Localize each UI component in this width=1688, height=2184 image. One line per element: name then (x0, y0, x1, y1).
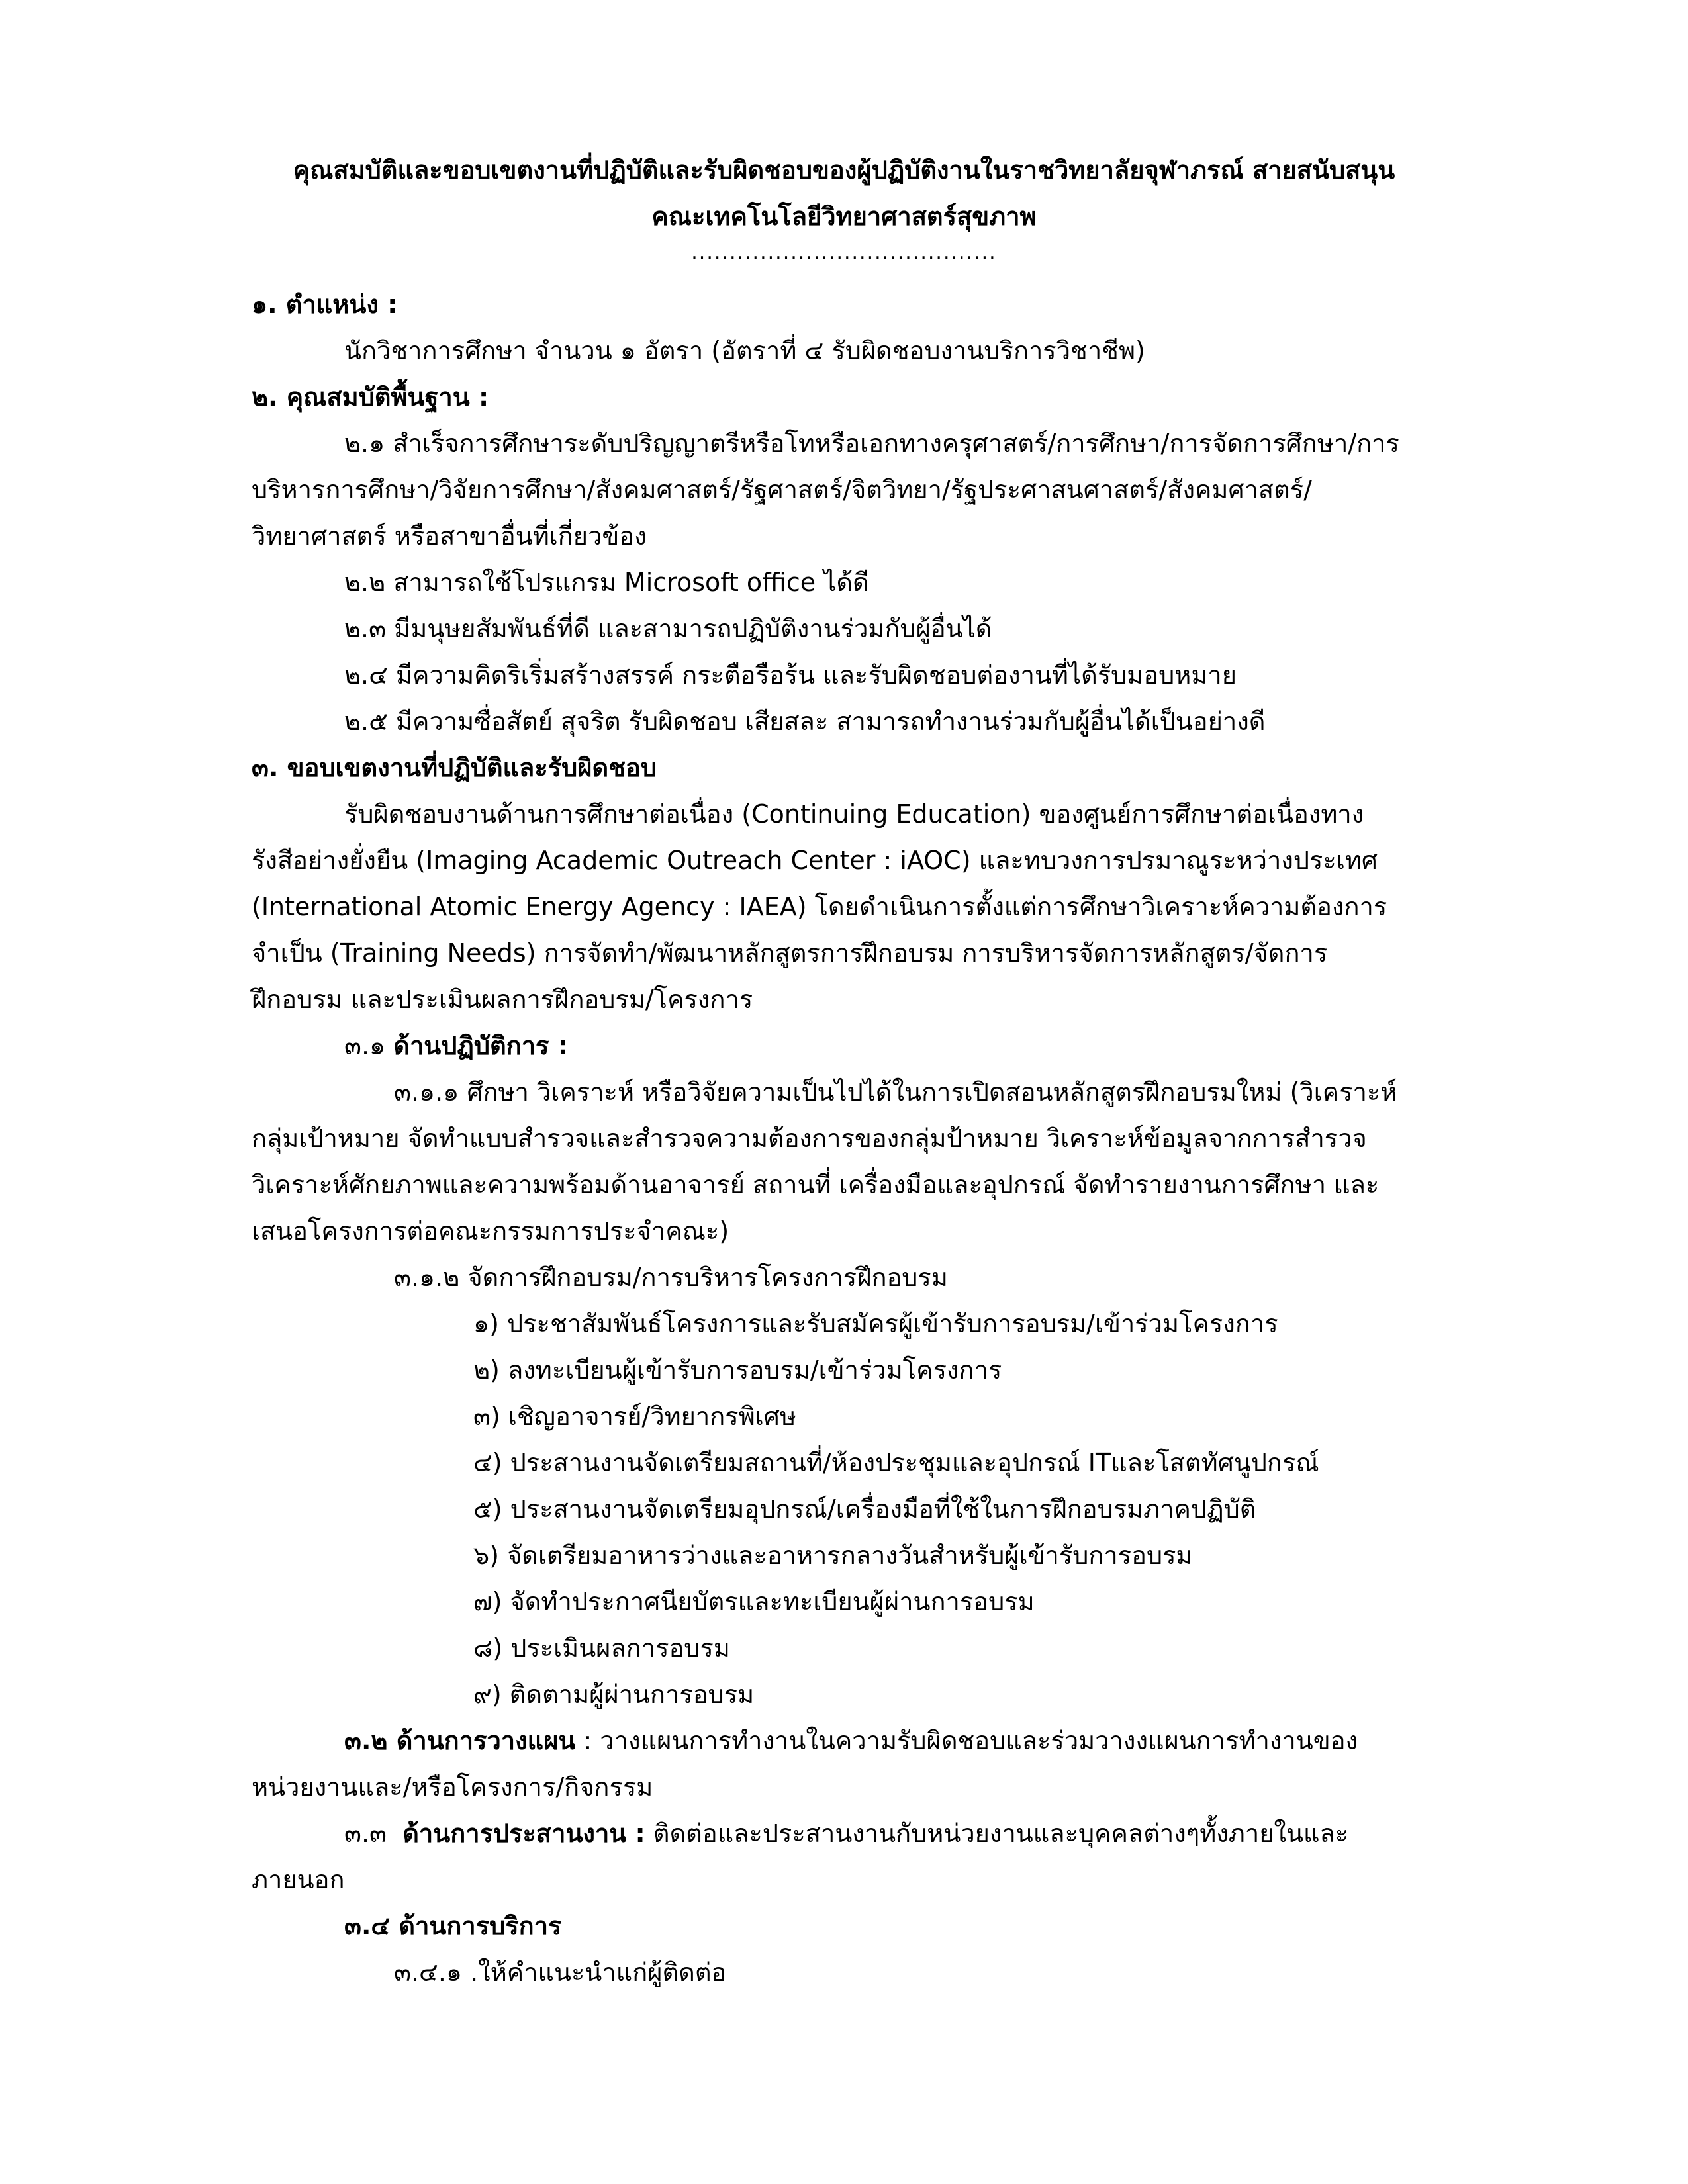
qualification-2-3: ๒.๓ มีมนุษยสัมพันธ์ที่ดี และสามารถปฏิบัติงานร่วมกับผู้อื่นได้ (344, 614, 992, 643)
list-item: ๗) จัดทำประกาศนียบัตรและทะเบียนผู้ผ่านการอบรม (473, 1587, 1035, 1616)
qualification-2-5: ๒.๕ มีความซื่อสัตย์ สุจริต รับผิดชอบ เสียสละ สามารถทำงานร่วมกับผู้อื่นได้เป็นอย่างดี (344, 707, 1266, 736)
qualification-2-1-line-3: วิทยาศาสตร์ หรือสาขาอื่นที่เกี่ยวข้อง (252, 522, 647, 551)
scope-intro-line-1: รับผิดชอบงานด้านการศึกษาต่อเนื่อง (Continuing Education) ของศูนย์การศึกษาต่อเนื่องทาง (344, 799, 1364, 829)
subsection-3-3-line-2: ภายนอก (252, 1865, 345, 1894)
subsection-3-4-heading: ๓.๔ ด้านการบริการ (344, 1911, 562, 1940)
subsection-3-3-number: ๓.๓ (344, 1819, 387, 1848)
subsection-3-3-text: ติดต่อและประสานงานกับหน่วยงานและบุคคลต่างๆทั้งภายในและ (645, 1819, 1349, 1848)
list-item: ๔) ประสานงานจัดเตรียมสถานที่/ห้องประชุมและอุปกรณ์ ITและโสตทัศนูปกรณ์ (473, 1448, 1319, 1477)
qualification-2-1-line-1: ๒.๑ สำเร็จการศึกษาระดับปริญญาตรีหรือโทหรือเอกทางครุศาสตร์/การศึกษา/การจัดการศึกษา/การ (344, 429, 1399, 458)
subsection-3-3-title: ด้านการประสานงาน : (402, 1819, 645, 1848)
document-title-line-2: คณะเทคโนโลยีวิทยาศาสตร์สุขภาพ (651, 202, 1037, 231)
document-title-line-1: คุณสมบัติและขอบเขตงานที่ปฏิบัติและรับผิดชอบของผู้ปฏิบัติงานในราชวิทยาลัยจุฬาภรณ์ สายสนับสนุน (293, 156, 1395, 185)
qualification-2-2: ๒.๒ สามารถใช้โปรแกรม Microsoft office ได้ดี (344, 568, 869, 597)
task-3-1-2: ๓.๑.๒ จัดการฝึกอบรม/การบริหารโครงการฝึกอบรม (394, 1263, 948, 1292)
scope-intro-line-3: (International Atomic Energy Agency : IAEA) โดยดำเนินการตั้งแต่การศึกษาวิเคราะห์ความต้องการ (252, 892, 1387, 921)
list-item: ๒) ลงทะเบียนผู้เข้ารับการอบรม/เข้าร่วมโครงการ (473, 1355, 1002, 1385)
qualification-2-1-line-2: บริหารการศึกษา/วิจัยการศึกษา/สังคมศาสตร์/รัฐศาสตร์/จิตวิทยา/รัฐประศาสนศาสตร์/สังคมศาสตร์/ (252, 475, 1313, 504)
task-3-1-1-line-4: เสนอโครงการต่อคณะกรรมการประจำคณะ) (252, 1216, 729, 1246)
list-item: ๑) ประชาสัมพันธ์โครงการและรับสมัครผู้เข้ารับการอบรม/เข้าร่วมโครงการ (473, 1309, 1278, 1338)
subsection-3-1-number: ๓.๑ (344, 1031, 386, 1060)
list-item: ๓) เชิญอาจารย์/วิทยากรพิเศษ (473, 1402, 796, 1431)
section-3-heading: ๓. ขอบเขตงานที่ปฏิบัติและรับผิดชอบ (252, 753, 657, 782)
dotted-separator: ........................................ (691, 241, 997, 264)
section-1-heading: ๑. ตำแหน่ง : (252, 290, 398, 319)
task-3-1-1-line-2: กลุ่มเป้าหมาย จัดทำแบบสำรวจและสำรวจความต้องการของกลุ่มป้าหมาย วิเคราะห์ข้อมูลจากการสำรวจ (252, 1124, 1367, 1153)
scope-intro-line-2: รังสีอย่างยั่งยืน (Imaging Academic Outreach Center : iAOC) และทบวงการปรมาณูระหว่างประเทศ (252, 846, 1378, 875)
task-3-1-1-line-1: ๓.๑.๑ ศึกษา วิเคราะห์ หรือวิจัยความเป็นไปได้ในการเปิดสอนหลักสูตรฝึกอบรมใหม่ (วิเคราะห์ (394, 1077, 1397, 1107)
scope-intro-line-5: ฝึกอบรม และประเมินผลการฝึกอบรม/โครงการ (252, 985, 753, 1014)
subsection-3-1-heading (344, 1023, 568, 1069)
section-2-heading: ๒. คุณสมบัติพื้นฐาน : (252, 383, 489, 412)
subsection-3-1-title: ด้านปฏิบัติการ : (393, 1031, 568, 1060)
subsection-3-2-text: : วางแผนการทำงานในความรับผิดชอบและร่วมวางงแผนการทำงานของ (575, 1726, 1358, 1755)
section-1-position-text: นักวิชาการศึกษา จำนวน ๑ อัตรา (อัตราที่ ๔ รับผิดชอบงานบริการวิชาชีพ) (344, 336, 1145, 365)
subsection-3-2-line-2: หน่วยงานและ/หรือโครงการ/กิจกรรม (252, 1772, 653, 1801)
qualification-2-4: ๒.๔ มีความคิดริเริ่มสร้างสรรค์ กระตือรือร้น และรับผิดชอบต่องานที่ได้รับมอบหมาย (344, 660, 1237, 690)
task-3-1-1-line-3: วิเคราะห์ศักยภาพและความพร้อมด้านอาจารย์ สถานที่ เครื่องมือและอุปกรณ์ จัดทำรายงานการศึกษา และ (252, 1170, 1380, 1199)
list-item: ๙) ติดตามผู้ผ่านการอบรม (473, 1680, 755, 1709)
subsection-3-2-title: ๓.๒ ด้านการวางแผน (344, 1726, 576, 1755)
subsection-3-3-line-1 (344, 1810, 1348, 1856)
list-item: ๕) ประสานงานจัดเตรียมอุปกรณ์/เครื่องมือที่ใช้ในการฝึกอบรมภาคปฏิบัติ (473, 1494, 1256, 1524)
task-3-4-1: ๓.๔.๑ .ให้คำแนะนำแก่ผู้ติดต่อ (394, 1958, 727, 1987)
subsection-3-2-line-1 (344, 1717, 1358, 1764)
list-item: ๘) ประเมินผลการอบรม (473, 1633, 730, 1662)
scope-intro-line-4: จำเป็น (Training Needs) การจัดทำ/พัฒนาหลักสูตรการฝึกอบรม การบริหารจัดการหลักสูตร/จัดการ (252, 938, 1328, 968)
list-item: ๖) จัดเตรียมอาหารว่างและอาหารกลางวันสำหรับผู้เข้ารับการอบรม (473, 1541, 1193, 1570)
